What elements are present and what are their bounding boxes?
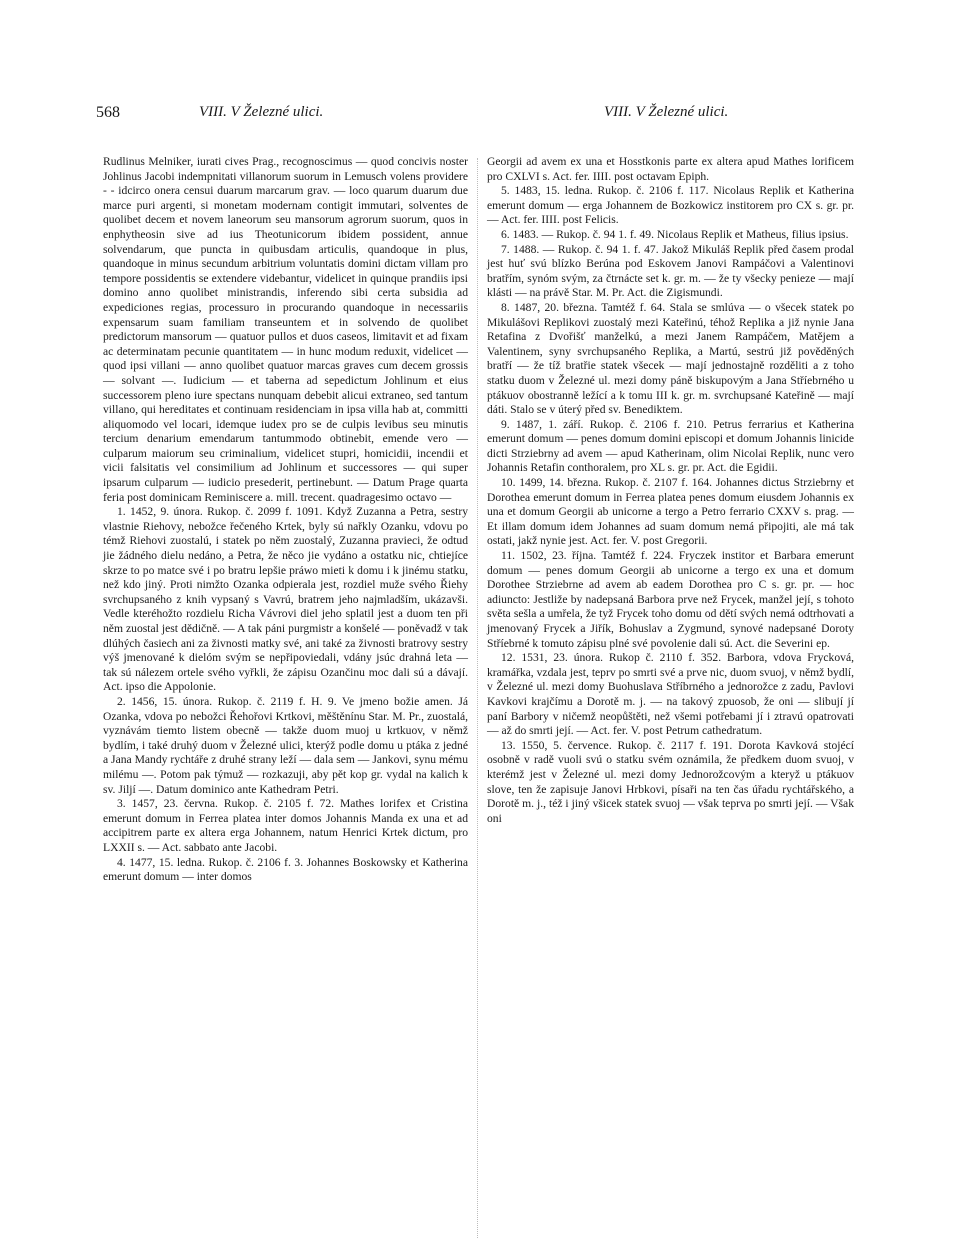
- paragraph: 5. 1483, 15. ledna. Rukop. č. 2106 f. 117. Nicolaus Replik et Katherina emerunt domum — erga Johannem de Bozkowicz institorem pro CX s. gr. pr. — Act. fer. IIII. post Felicis.: [487, 184, 854, 227]
- paragraph: 1. 1452, 9. února. Rukop. č. 2099 f. 1091. Když Zuzanna a Petra, sestry vlastnie Riehovy, nebožce řečeného Krtek, byly sú nařkly Ozanku, vdovu po témž Riehovi zuostalú, i statek po něm zuostalý, Zuzanna pravieci, že odtud jie žádného dielu nedáno, a Petra, že něco jie vydáno a ostatku nic, chtiejíce skrze to po matce své i po bratru lepšie práwo mieti k domu i k jinému statku, než kdo jiný. Proti nimžto Ozanka odpierala jest, rozdiel muže svého Řiehy svrchupsaného z knih vypsaný s Vavrú, bratrem jeho najmladším, ukázavši. Vedle kteréhožto rozdielu Richa Vávrovi diel jeho splatil jest a duom ten při něm zuostal jest dědičně. — A tak páni purgmistr a konšelé — poněvadž v tak dlúhých časiech ani za živnosti matky své, ani také za živnosti bratrovy sestry výš jmenované k dielóm svým se nepřipoviedali, vdány jsúc drahná leta — tak sú nálezem ortele svého vyřkli, že zápisu Ozančinu moc dali sú a dávají. Act. ipso die Appolonie.: [103, 505, 468, 694]
- page-number: 568: [96, 104, 120, 121]
- paragraph: 11. 1502, 23. října. Tamtéž f. 224. Fryczek institor et Barbara emerunt domum — penes domum Georgii ab unicorne a tergo ex una et domum Dorothee Strziebrne ad avem ab eadem Dorothea pro C s. gr. pr. — hoc adiuncto: Jestliže by nadepsaná Barbora prve než Frycek, manžel její, s tohoto světa sešla a umřela, že tyž Frycek toho domu od dětí svých nemá odtrhovati a jmenovaný Frycek a Jiřík, Bohuslav a Zygmund, synové nadepsané Doroty Stříebrné k tomuto zápisu plné své povolenie dali sú. Act. die Severini ep.: [487, 549, 854, 650]
- paragraph: 3. 1457, 23. června. Rukop. č. 2105 f. 72. Mathes lorifex et Cristina emerunt domum in Ferrea platea inter domos Johannis Manda ex una et ad accipitrem parte ex altera erga Johannem, natum Henrici Krtek dictum, pro LXXII s. — Act. sabbato ante Jacobi.: [103, 797, 468, 854]
- right-column: [487, 155, 854, 826]
- paragraph: 7. 1488. — Rukop. č. 94 1. f. 47. Jakož Mikuláš Replik před časem prodal jest huť svú blízko Berúna pod Eskovem Janovi Rampáčovi a Valentinovi bratřím, synóm svým, za čtrnácte set k. gr. m. — že ty všecky penieze — mají klásti — na právě Star. M. Pr. Act. die Zigismundi.: [487, 242, 854, 300]
- paragraph: 4. 1477, 15. ledna. Rukop. č. 2106 f. 3. Johannes Boskowsky et Katherina emerunt domum — inter domos: [103, 855, 468, 884]
- running-head-left: VIII. V Železné ulici.: [199, 104, 324, 120]
- left-column: [103, 155, 468, 885]
- paragraph: Georgii ad avem ex una et Hosstkonis parte ex altera apud Mathes lorificem pro CXLVI s. Act. fer. IIII. post octavam Epiph.: [487, 155, 854, 183]
- paragraph: 8. 1487, 20. března. Tamtéž f. 64. Stala se smlúva — o všecek statek po Mikulášovi Replikovi zuostalý mezi Kateřinú, téhož Replika a již nynie Jana Retafina z Dvořišť manželkú, a mezi Janem Rampáčem, Matějem a Valentinem, syny svrchupsaného Replika, a Martú, sestrú již pověděných bratří — že tíž bratřie statek všecek — mají jednostajně rozděliti a z toho statku duom v Železné ul. mezi domy páně biskupovým a Jana Stříebrného u ptákuov obostranně ležící a k tomu III k. gr. m. svrchupsané Kateřině — mají dáti. Stalo se v úterý před sv. Benediktem.: [487, 300, 854, 417]
- paragraph: 6. 1483. — Rukop. č. 94 1. f. 49. Nicolaus Replik et Matheus, filius ipsius.: [501, 227, 849, 241]
- running-head-right: VIII. V Železné ulici.: [604, 104, 729, 120]
- paragraph: 9. 1487, 1. září. Rukop. č. 2106 f. 210. Petrus ferrarius et Katherina emerunt domum — penes domum domini episcopi et domum Johannis linicide dicti Strziebrny ad avem — apud Katherinam, olim Nicolai Replik, nunc vero Johannis Retafin conthoralem, pro XL s. gr. pr. Act. die Egidii.: [487, 417, 854, 475]
- paragraph: Rudlinus Melniker, iurati cives Prag., recognoscimus — quod concivis noster Johlinus Jacobi indempnitati villanorum suorum in Lemusch volens providere - - idcirco onera censui duarum marcarum grav. — loco quarum duarum due marce puri argenti, si monetam modernam contigit immutari, solventes de quolibet decem et novem laneorum seu mansorum agrorum suorum, quos in enphytheosin sive ad ius Theotunicorum ibidem possident, annue solvendarum, que puncta in quibusdam articulis, quandoque in plus, quandoque in minus secundum arbitrium voluntatis domini dictam villam pro tempore possidentis se extendere videbantur, videlicet in quinque prandiis ipsi domino anno quolibet ministrandis, inferendo sibi certa subsidia ad expediciones regias, processuro in procurando quandoque in necessariis expensarum suam familiam transeuntem et in solvendo de quolibet predictorum mansorum — quatuor pullos et duos caseos, limitavit et ad fixam ac determinatam pecunie quantitatem — in hunc modum reduxit, videlicet — quod ipsi villani — anno quolibet quatuor marcas graves cum decem grossis — solvant —. Iudicium — et taberna ad sepedictum Johlinum et eius successorem pleno iure spectans nunquam debebit alicui extraneo, sed tantum villano, qui hereditates et continuam residenciam in ipsa villa hab at, committi aliquomodo vel locari, idemque iudex pro se de culpis levibus seu minutis tercium denarium emendarum tantummodo obtinebit, emende vero — culparum maiorum seu criminalium, videlicet stupri, homicidii, incendii et vicii falsitatis vel consimilium ad Johlinum et successores — qui super ipsarum culparum — iudicio presederit, pertinebunt. — Datum Prage quarta feria post dominicam Reminiscere a. mill. trecent. quadragesimo octavo —: [103, 155, 468, 504]
- column-divider: [477, 158, 478, 1238]
- paragraph: 13. 1550, 5. července. Rukop. č. 2117 f. 191. Dorota Kavková stojécí osobně v radě vuoli svú o statku svém oznámila, že předkem duom svuoj, v kterémž jest v Železné ul. mezi domy Jednorožcovým a kteryž u ptákuov slove, ten že zapisuje Janovi Hrbkovi, písaři na ten čas úřadu rychtářského, a Dorotě m. j., též i jiný všicek statek svuoj — však teprva po smrti její. — Však oni: [487, 738, 854, 825]
- paragraph: 10. 1499, 14. března. Rukop. č. 2107 f. 164. Johannes dictus Strziebrny et Dorothea emerunt domum in Ferrea platea penes domum eiusdem Johannis ex una et domum Georgii ab unicorne a tergo a Petro ferrario CXXV s. prag. — Et illam domum idem Johannes ad suam domum nemá připojiti, ale má tak ostati, jakž nynie jest. Act. fer. V. post Gregorii.: [487, 476, 854, 548]
- paragraph: 12. 1531, 23. února. Rukop č. 2110 f. 352. Barbora, vdova Frycková, kramářka, vzdala jest, teprv po smrti své a prve nic, duom svuoj, v němž bydlí, v Železné ul. mezi domy Buohuslava Stříbrného a jednorožce z zadu, Pavlovi Kavkovi krajčímu a Dorotě m. j. — na takový zpuosob, že oni — slibují jí paní Barbory v ničemž neopůštěti, než všemi potřebami jí i ztravú opatrovati — až do smrti její. — Act. fer. V. post Petrum cathedratum.: [487, 651, 854, 738]
- paragraph: 2. 1456, 15. února. Rukop. č. 2119 f. H. 9. Ve jmeno božie amen. Já Ozanka, vdova po nebožci Řehořovi Krtkovi, měštěnínu Star. M. Pr., zuostalá, vyznávám tiemto listem obecně — takže duom muoj u krtkuov, v němž bydlím, i také druhý duom v Železné ulici, kterýž podle domu u ptáka z jedné a Jana Mandy rychtáře z druhé strany leží — dala sem — Jankovi, synu mému milému —. Potom pak týmuž — rozkazuji, aby pět kop gr. vydal na kalich k sv. Jiljí —. Datum dominico ante Kathedram Petri.: [103, 694, 468, 796]
- page-header: [96, 104, 760, 132]
